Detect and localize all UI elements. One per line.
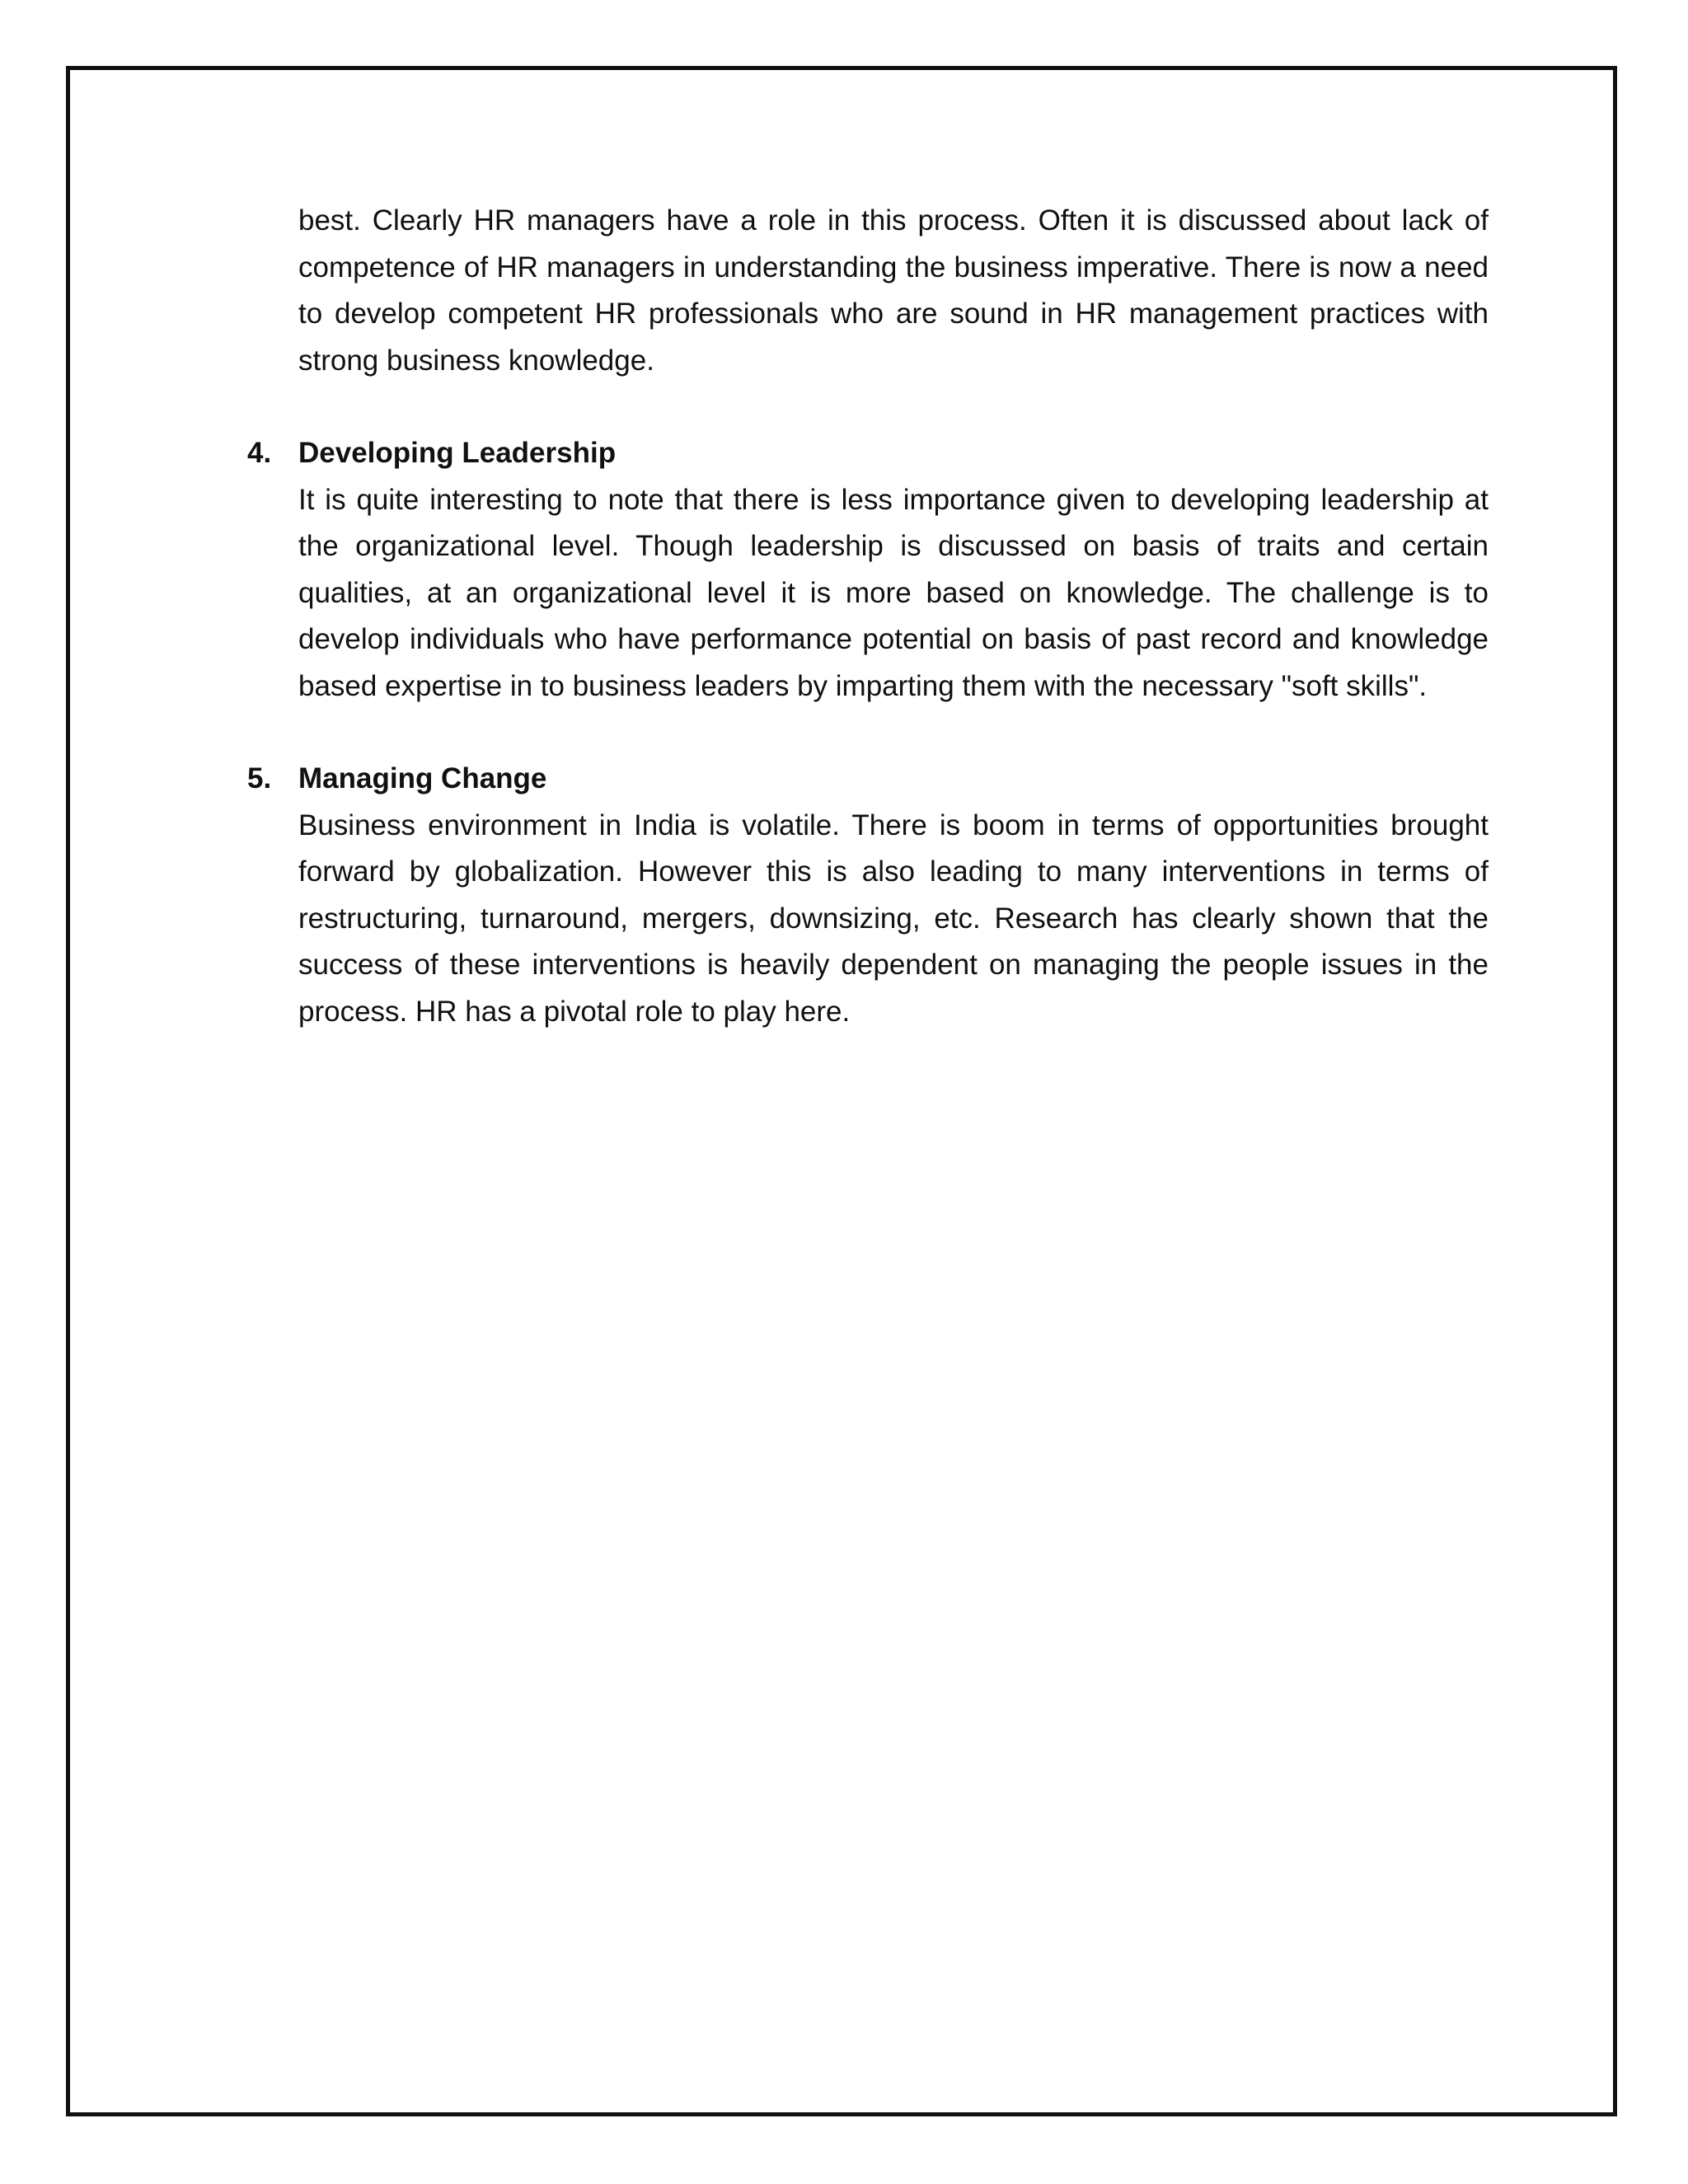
section-number: 5. — [247, 762, 272, 794]
section-managing-change — [247, 756, 1489, 1035]
section-number: 4. — [247, 437, 272, 469]
intro-paragraph: best. Clearly HR managers have a role in this process. Often it is discussed about lack of competence of HR managers in understanding the business imperative. There is now a need to develop competent HR professionals who are sound in HR management practices with strong business knowledge. — [298, 204, 1489, 377]
section-body: It is quite interesting to note that there is less importance given to developing leadership at the organizational level. Though leadership is discussed on basis of traits and certain qualities, at an organizational level it is more based on knowledge. The challenge is to develop individuals who have performance potential on basis of past record and knowledge based expertise in to business leaders by imparting them with the necessary "soft skills". — [298, 483, 1489, 702]
section-body: Business environment in India is volatile. There is boom in terms of opportunities brought forward by globalization. However this is also leading to many interventions in terms of restructuring, turnaround, mergers, downsizing, etc. Research has clearly shown that the success of these interventions is heavily dependent on managing the people issues in the process. HR has a pivotal role to play here. — [298, 808, 1489, 1028]
section-developing-leadership — [247, 430, 1489, 710]
section-heading: Developing Leadership — [298, 437, 617, 469]
document-body — [247, 198, 1489, 1035]
section-heading: Managing Change — [298, 762, 547, 794]
